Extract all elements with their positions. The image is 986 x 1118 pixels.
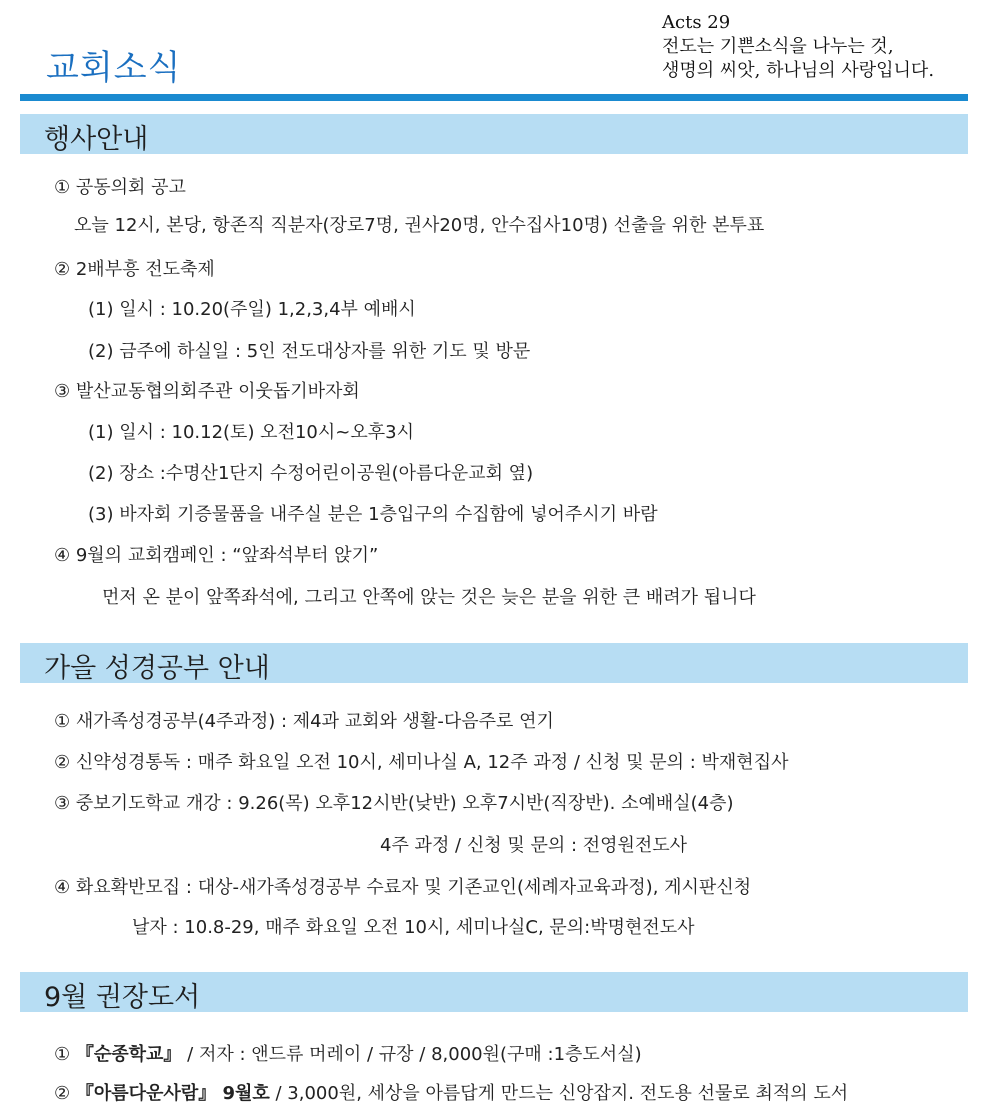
list-item: ④ 9월의 교회캠페인 : “앞좌석부터 앉기”	[54, 545, 379, 566]
list-item: ④ 화요확반모집 : 대상-새가족성경공부 수료자 및 기존교인(세례자교육과정), 게시판신청	[54, 877, 752, 898]
list-item: (1) 일시 : 10.12(토) 오전10시~오후3시	[88, 422, 414, 443]
book-number: ②	[54, 1083, 71, 1104]
motto-line: 전도는 기쁜소식을 나누는 것,	[662, 36, 894, 57]
section-heading-label: 9월 권장도서	[44, 982, 201, 1013]
list-item: ③ 발산교동협의회주관 이웃돕기바자회	[54, 381, 360, 402]
list-item: (2) 금주에 하실일 : 5인 전도대상자를 위한 기도 및 방문	[88, 341, 531, 362]
motto-line: Acts 29	[662, 12, 731, 33]
list-item: (1) 일시 : 10.20(주일) 1,2,3,4부 예배시	[88, 299, 416, 320]
list-item: ③ 중보기도학교 개강 : 9.26(목) 오후12시반(낮반) 오후7시반(직장반). 소예배실(4층)	[54, 793, 734, 814]
motto-block	[662, 11, 934, 83]
book-title: 『순종학교』	[75, 1044, 182, 1065]
page-title: 교회소식	[46, 48, 182, 88]
list-item: 먼저 온 분이 앞쪽좌석에, 그리고 안쪽에 앉는 것은 늦은 분을 위한 큰 배려가 됩니다	[102, 587, 756, 608]
list-item: (2) 장소 :수명산1단지 수정어린이공원(아름다운교회 옆)	[88, 463, 534, 484]
list-item: 오늘 12시, 본당, 항존직 직분자(장로7명, 권사20명, 안수집사10명) 선출을 위한 본투표	[74, 215, 765, 236]
section-heading-label: 행사안내	[44, 124, 149, 155]
book-number: ①	[54, 1044, 71, 1065]
motto-line: 생명의 씨앗, 하나님의 사랑입니다.	[662, 60, 935, 81]
list-item: ① 공동의회 공고	[54, 177, 186, 198]
book-details: / 저자 : 앤드류 머레이 / 규장 / 8,000원(구매 :1층도서실)	[181, 1044, 642, 1065]
list-item: ① 새가족성경공부(4주과정) : 제4과 교회와 생활-다음주로 연기	[54, 711, 554, 732]
section-heading-label: 가을 성경공부 안내	[44, 653, 270, 684]
book-title: 『아름다운사람』 9월호	[75, 1083, 270, 1104]
section-heading-events	[20, 114, 968, 154]
header-divider	[20, 94, 968, 101]
book-details: / 3,000원, 세상을 아름답게 만드는 신앙잡지. 전도용 선물로 최적의 도서	[269, 1083, 849, 1104]
list-item: ② 2배부흥 전도축제	[54, 259, 215, 280]
list-item: 날자 : 10.8-29, 매주 화요일 오전 10시, 세미나실C, 문의:박명현전도사	[132, 917, 695, 938]
section-heading-books	[20, 972, 968, 1012]
list-item: 4주 과정 / 신청 및 문의 : 전영원전도사	[380, 835, 688, 856]
list-item: ② 신약성경통독 : 매주 화요일 오전 10시, 세미나실 A, 12주 과정 / 신청 및 문의 : 박재현집사	[54, 752, 789, 773]
list-item: (3) 바자회 기증물품을 내주실 분은 1층입구의 수집함에 넣어주시기 바람	[88, 504, 658, 525]
book-item	[54, 1079, 848, 1105]
section-heading-bible-study	[20, 643, 968, 683]
book-item	[54, 1040, 642, 1066]
